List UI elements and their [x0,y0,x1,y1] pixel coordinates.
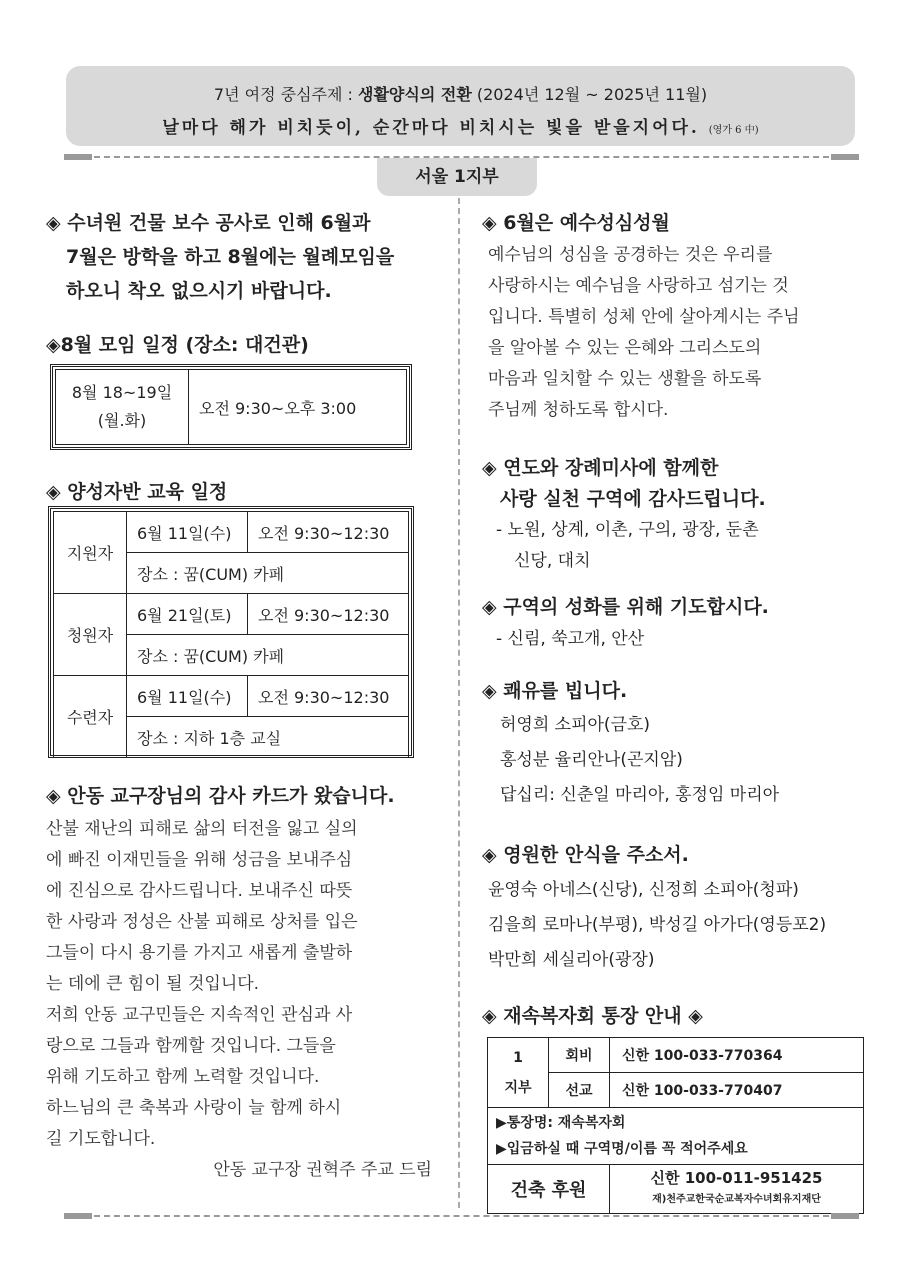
section-tab: 서울 1지부 [377,158,537,196]
bank-title: ◈ 재속복자회 통장 안내 ◈ [482,1005,703,1027]
table-row: 장소 : 꿈(CUM) 카페 [54,635,409,676]
bottom-divider [64,1215,859,1217]
june-title: ◈ 6월은 예수성심성월 [482,212,670,234]
table-row: 장소 : 지하 1층 교실 [54,717,409,758]
aug-schedule-table [55,369,407,445]
notice-block: ◈ 수녀원 건물 보수 공사로 인해 6월과 7월은 방학을 하고 8월에는 월례모임을 하오니 착오 없으시기 바랍니다. [46,212,395,302]
bank-table [487,1037,864,1214]
aug-date: 8월 18~19일 (월.화) [56,370,189,445]
training-title: ◈ 양성자반 교육 일정 [46,481,228,503]
theme-line: 7년 여정 중심주제 : 생활양식의 전환 (2024년 12월 ~ 2025년 11월) [213,85,708,104]
table-row: 수련자 6월 11일(수) 오전 9:30~12:30 [54,676,409,717]
heal-body: 허영희 소피아(금호) 홍성분 율리안나(곤지암) 답십리: 신춘일 마리아, 홍정임 마리아 [500,715,780,805]
rest-body: 윤영숙 아네스(신당), 신정희 소피아(청파) 김을희 로마나(부평), 박성길 아가다(영등포2) 박만희 세실리아(광장) [488,880,827,970]
training-box [48,506,414,758]
aug-title: ◈8월 모임 일정 (장소: 대건관) [46,334,309,356]
column-divider [458,198,460,1208]
training-table [53,511,409,758]
thanks-body: - 노원, 상계, 이촌, 구의, 광장, 둔촌 신당, 대치 [496,520,759,571]
june-body: 예수님의 성심을 공경하는 것은 우리를 사랑하시는 예수님을 사랑하고 섬기는 것 입니다. 특별히 성체 안에 살아계시는 주님 을 알아볼 수 있는 은혜와 그리스도의 마음과 일치할 수 있는 생활을 하도록 주님께 청하도록 합시다. [488,245,800,420]
card-title: ◈ 안동 교구장님의 감사 카드가 왔습니다. [46,785,395,807]
rest-title: ◈ 영원한 안식을 주소서. [482,844,689,866]
card-body: 산불 재난의 피해로 삶의 터전을 잃고 실의 에 빠진 이재민들을 위해 성금을 보내주심 에 진심으로 감사드립니다. 보내주신 따뜻 한 사랑과 정성은 산불 피해로 상처를 입은 그들이 다시 용기를 가지고 새롭게 출발하 는 데에 큰 힘이 될 것입니다. 저희 안동 교구민들은 지속적인 관심과 사 랑으로 그들과 함께할 것입니다. 그들을 위해 기도하고 함께 노력할 것입니다. 하느님의 큰 축복과 사랑이 늘 함께 하시 길 기도합니다. 안동 교구장 권혁주 주교 드림 [46,814,440,1186]
header-banner [66,66,855,146]
table-row: 장소 : 꿈(CUM) 카페 [54,553,409,594]
aug-time: 오전 9:30~오후 3:00 [189,370,407,445]
card-signature: 안동 교구장 권혁주 주교 드림 [213,1160,432,1180]
table-row: 청원자 6월 21일(토) 오전 9:30~12:30 [54,594,409,635]
table-row: 선교 신한 100-033-770407 [488,1073,864,1108]
table-row: 지원자 6월 11일(수) 오전 9:30~12:30 [54,512,409,553]
pray-title: ◈ 구역의 성화를 위해 기도합시다. [482,596,769,618]
table-row: 건축 후원 신한 100-011-951425 재)천주교한국순교복자수녀회유지재단 [488,1165,864,1214]
thanks-title: ◈ 연도와 장례미사에 함께한 사랑 실천 구역에 감사드립니다. [482,457,766,510]
table-row: ▶통장명: 재속복자회 ▶입금하실 때 구역명/이름 꼭 적어주세요 [488,1108,864,1165]
motto-line: 날마다 해가 비치듯이, 순간마다 비치시는 빛을 받을지어다. (영가 6 中) [162,118,759,138]
pray-body: - 신림, 쑥고개, 안산 [496,629,645,649]
heal-title: ◈ 쾌유를 빕니다. [482,680,628,702]
table-row: 1 지부 회비 신한 100-033-770364 [488,1038,864,1073]
aug-schedule-box [50,364,412,450]
branch-cell: 1 지부 [488,1038,549,1108]
